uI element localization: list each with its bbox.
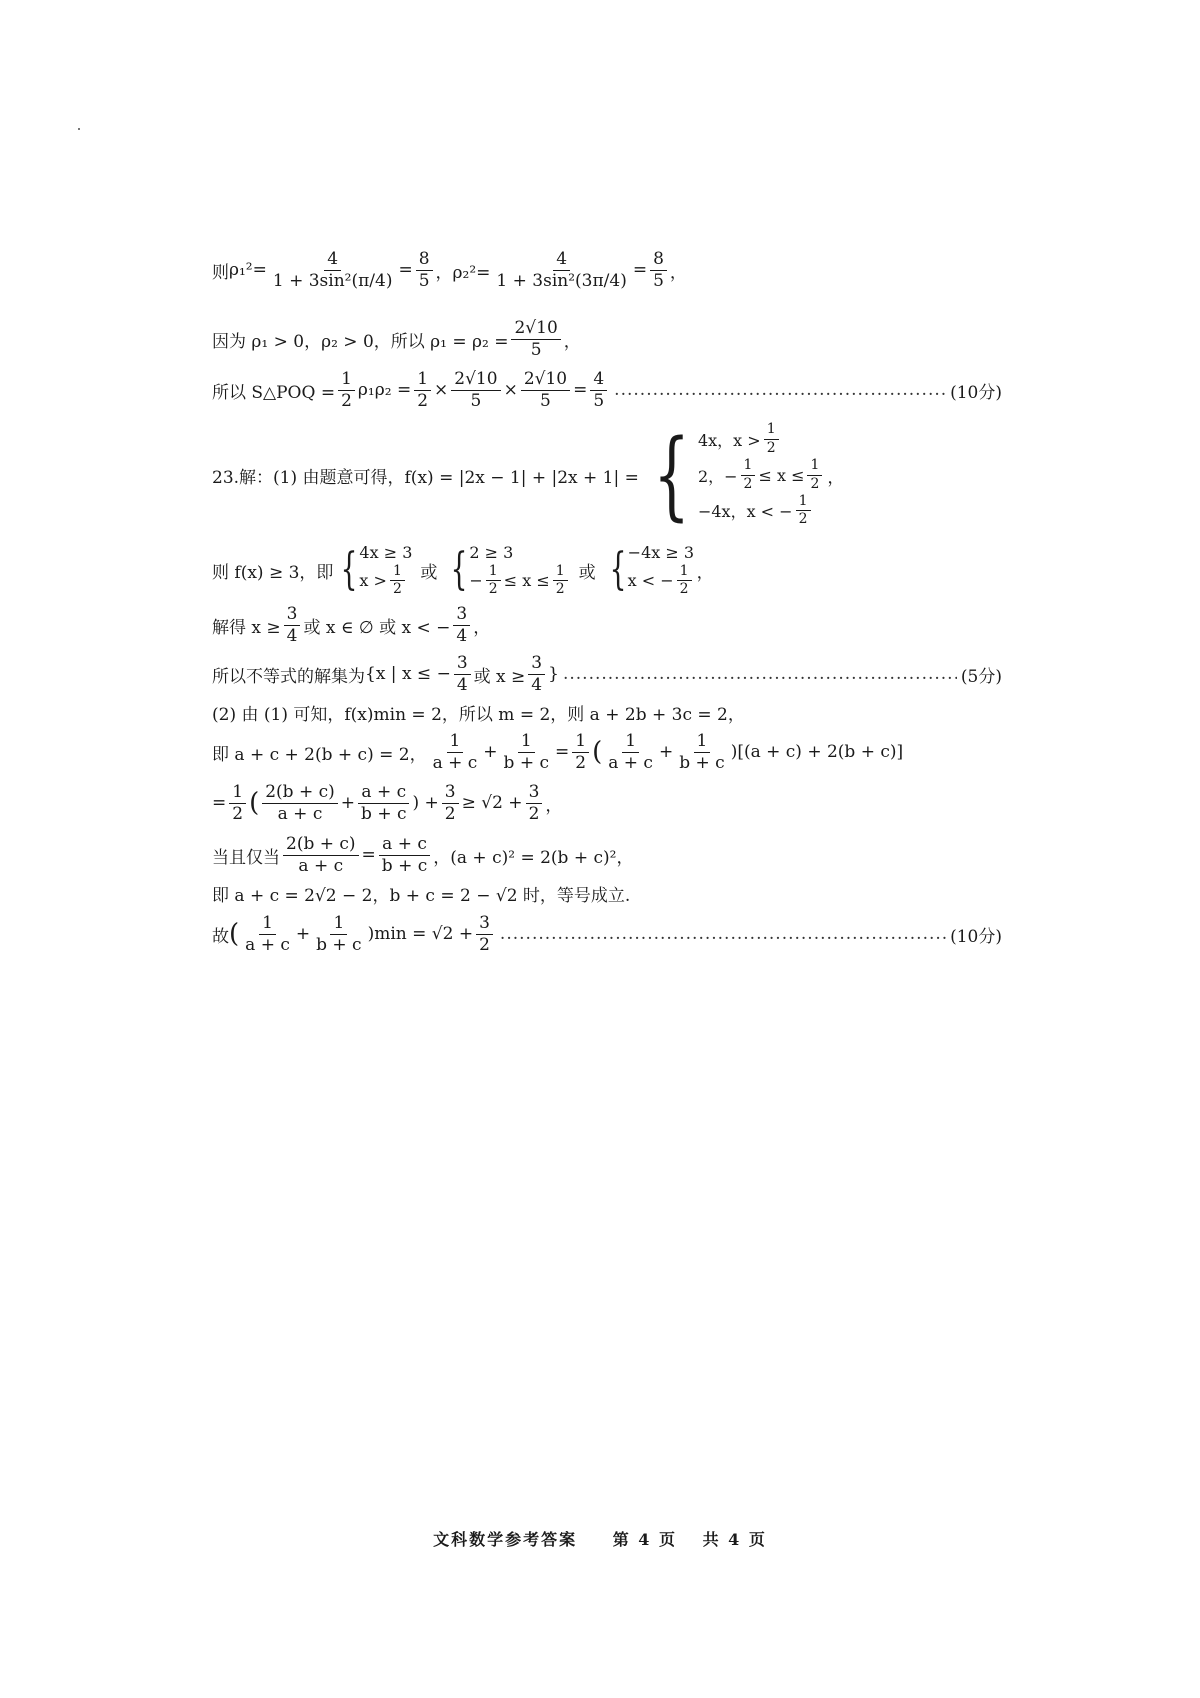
leader-dots [500, 924, 946, 944]
fraction: $\frac{3}{2}$ [442, 783, 459, 823]
text: ， [563, 331, 581, 352]
text: + [295, 924, 311, 944]
fraction: $\frac{1}{b + c}$ [679, 730, 725, 773]
system-brace: { 2 ≥ 3 − $\frac{1}{2}$ ≤ x ≤ $\frac{1}{2}$ [445, 543, 570, 598]
fraction: $\frac{1}{2}$ [338, 370, 355, 410]
text: 或 [420, 562, 438, 583]
text: ， [545, 795, 563, 816]
part2-bound-line [212, 780, 1002, 826]
text: 故 [212, 926, 229, 947]
score-label: (5分) [960, 666, 1002, 687]
fraction: $\frac{3}{2}$ [476, 914, 493, 954]
text: 解得 x ≥ [212, 617, 281, 638]
fraction: $\frac{1}{2}$ [414, 370, 431, 410]
page-footer [0, 1527, 1200, 1550]
text: = [212, 793, 227, 813]
system-brace: { −4x ≥ 3 x < − $\frac{1}{2}$ [609, 542, 695, 597]
fraction: $\frac{2(b + c)}{a + c}$ [262, 783, 338, 823]
fraction: $\frac{4}{\text{1 + 3sin²(3π/4)}}$ [496, 248, 627, 291]
text: 即 a + c + 2(b + c) = 2， [212, 744, 427, 765]
leader-dots [614, 380, 946, 400]
text: ， [696, 562, 714, 583]
text: + [658, 742, 674, 762]
fraction: $\frac{2√10}{5}$ [451, 370, 500, 410]
footer-subject: 文科数学参考答案 [433, 1530, 578, 1549]
scan-speck [78, 128, 80, 130]
fraction: $\frac{3}{4}$ [284, 605, 301, 645]
minimum-line [212, 912, 1002, 956]
text: = [398, 260, 413, 280]
text: } [548, 664, 559, 684]
piecewise-brace: { 4x，x > $\frac{1}{2}$ 2，− $\frac{1}{2}$ ≤ x ≤ $\frac{1}{2}$ −4x，x < − $\frac{1}{2}$ [641, 422, 826, 527]
score-label: (10分) [950, 926, 1002, 947]
text: = [361, 845, 376, 865]
left-brace: { [653, 419, 690, 531]
text: = [555, 742, 570, 762]
text: {x | x ≤ − [365, 664, 451, 684]
text: 所以不等式的解集为 [212, 666, 365, 687]
fraction: $\frac{1}{b + c}$ [503, 730, 550, 773]
leader-dots [563, 664, 957, 684]
fraction: $\frac{2(b + c)}{a + c}$ [283, 835, 359, 875]
text: 23.解：(1) 由题意可得，f(x) = |2x − 1| + |2x + 1| = [212, 467, 639, 488]
inequality-systems-line [212, 540, 1002, 600]
paren: ( [592, 737, 603, 767]
text: )[(a + c) + 2(b + c)] [730, 742, 904, 762]
fraction: $\frac{4}{\text{1 + 3sin²(π/4)}}$ [272, 248, 393, 291]
text: ≥ √2 + [461, 793, 523, 813]
fraction: $\frac{3}{2}$ [526, 783, 543, 823]
text: = [632, 260, 648, 280]
part2-expansion-line [212, 730, 1002, 774]
system-brace: { 4x ≥ 3 x > $\frac{1}{2}$ [341, 542, 413, 597]
text: 因为 ρ₁ > 0，ρ₂ > 0，所以 ρ₁ = ρ₂ = [212, 331, 509, 352]
fraction: $\frac{a + c}{b + c}$ [358, 783, 409, 823]
text: ρ₁ρ₂ = [357, 380, 412, 400]
text: ρ₁²= [229, 260, 267, 280]
fraction: $\frac{8}{5}$ [650, 250, 667, 290]
text: )min = √2 + [367, 924, 474, 944]
score-label: (10分) [950, 382, 1002, 403]
text: ， [827, 467, 845, 488]
fraction: $\frac{1}{2}$ [229, 783, 246, 823]
fraction: $\frac{1}{2}$ [572, 732, 589, 772]
fraction: $\frac{4}{5}$ [590, 370, 607, 410]
q23-piecewise-line [212, 420, 1002, 530]
text: = [573, 380, 588, 400]
text: ) + [412, 793, 439, 813]
footer-page: 第 4 页 [612, 1530, 677, 1549]
footer-total: 共 4 页 [702, 1530, 767, 1549]
text: 所以 S△POQ = [212, 382, 336, 403]
rho-squared-line [212, 242, 1002, 298]
fraction: $\frac{8}{5}$ [416, 250, 433, 290]
text: + [340, 793, 356, 813]
area-line [212, 368, 1002, 412]
fraction: $\frac{3}{4}$ [453, 605, 470, 645]
text: ， [669, 262, 687, 283]
text: 则 f(x) ≥ 3，即 [212, 562, 334, 583]
text: 则 [212, 262, 229, 283]
text: + [483, 742, 498, 762]
fraction: $\frac{a + c}{b + c}$ [379, 835, 430, 875]
equality-values-line [212, 878, 1002, 908]
text: 即 a + c = 2√2 − 2，b + c = 2 − √2 时，等号成立. [212, 885, 631, 906]
text: (2) 由 (1) 可知，f(x)min = 2，所以 m = 2，则 a + 2b + 3c = 2， [212, 704, 745, 725]
equality-condition-line [212, 832, 1002, 878]
paren: ( [229, 919, 240, 949]
fraction: $\frac{3}{4}$ [454, 654, 471, 694]
fraction: $\frac{2√10}{5}$ [521, 370, 570, 410]
text: × [434, 380, 449, 400]
solve-line [212, 604, 1002, 646]
part2-line [212, 696, 1002, 728]
paren: ( [249, 788, 260, 818]
text: ，(a + c)² = 2(b + c)²， [433, 847, 634, 868]
fraction: $\frac{1}{a + c}$ [608, 730, 653, 773]
rho-positive-line [212, 318, 1002, 360]
text: × [503, 380, 518, 400]
text: 或 x ∈ ∅ 或 x < − [303, 617, 451, 638]
fraction: $\frac{3}{4}$ [528, 654, 545, 694]
text: 当且仅当 [212, 847, 280, 868]
fraction: $\frac{1}{a + c}$ [432, 730, 478, 773]
text: 或 x ≥ [473, 666, 526, 687]
text: ，ρ₂²= [435, 262, 491, 283]
fraction: $\frac{1}{b + c}$ [316, 912, 362, 955]
solution-set-line [212, 652, 1002, 696]
text: ， [473, 617, 491, 638]
fraction: $\frac{1}{a + c}$ [245, 912, 290, 955]
text: 或 [578, 562, 596, 583]
fraction: $\frac{2√10}{5}$ [511, 319, 560, 359]
